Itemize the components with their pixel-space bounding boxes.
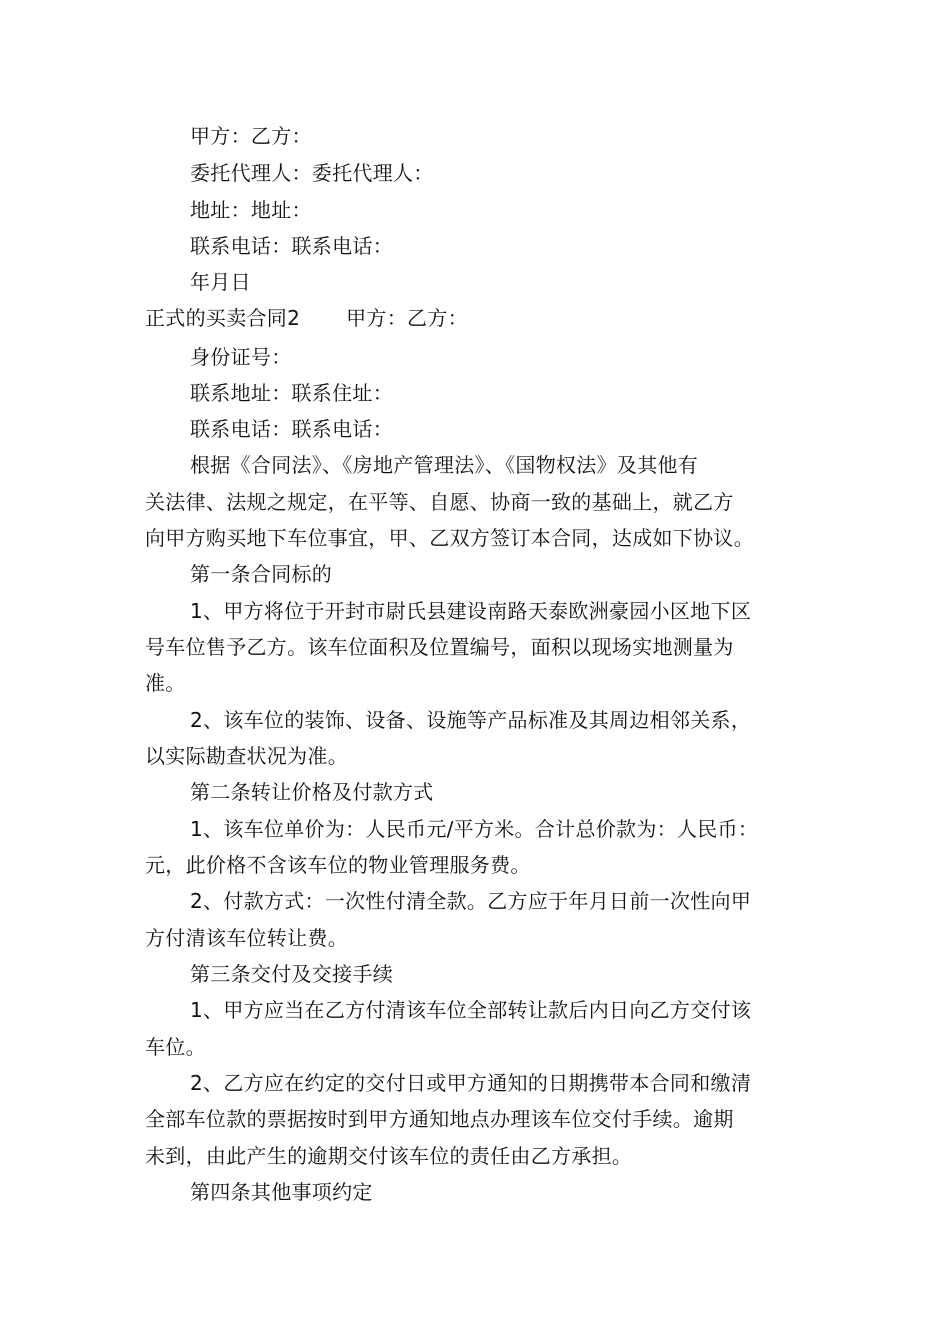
article3-item2-line: 全部车位款的票据按时到甲方通知地点办理该车位交付手续。逾期 [145,1107,734,1131]
article2-item1-line: 1、该车位单价为：人民币元/平方米。合计总价款为：人民币： [190,817,759,841]
article3-item2-line: 未到，由此产生的逾期交付该车位的责任由乙方承担。 [145,1144,633,1168]
preamble-line: 根据《合同法》、《房地产管理法》、《国物权法》及其他有 [190,453,699,477]
contract-title-row [145,304,825,332]
article3-item1-line: 1、甲方应当在乙方付清该车位全部转让款后内日向乙方交付该 [190,998,752,1022]
preamble-line: 关法律、法规之规定，在平等、自愿、协商一致的基础上，就乙方 [145,490,734,514]
contract-title: 正式的买卖合同2 [145,306,301,330]
signature-party-line: 甲方：乙方： [190,124,312,148]
article2-item2-line: 方付清该车位转让费。 [145,926,348,950]
signature-date-line: 年月日 [190,270,251,294]
id-number-line: 身份证号： [190,345,292,369]
signature-address-line: 地址：地址： [190,198,312,222]
article1-item1-line: 1、甲方将位于开封市尉氏县建设南路天泰欧洲豪园小区地下区 [190,599,752,623]
article4-heading: 第四条其他事项约定 [190,1180,373,1204]
contract-party-line: 甲方：乙方： [346,306,468,330]
article1-item1-line: 号车位售予乙方。该车位面积及位置编号，面积以现场实地测量为 [145,635,734,659]
article3-item2-line: 2、乙方应在约定的交付日或甲方通知的日期携带本合同和缴清 [190,1071,752,1095]
article1-item2-line: 2、该车位的装饰、设备、设施等产品标准及其周边相邻关系， [190,708,752,732]
contact-phone-line: 联系电话：联系电话： [190,417,393,441]
signature-phone-line: 联系电话：联系电话： [190,234,393,258]
signature-agent-line: 委托代理人：委托代理人： [190,161,434,185]
article1-item2-line: 以实际勘查状况为准。 [145,744,348,768]
article1-heading: 第一条合同标的 [190,562,333,586]
article2-item2-line: 2、付款方式：一次性付清全款。乙方应于年月日前一次性向甲 [190,889,752,913]
preamble-line: 向甲方购买地下车位事宜，甲、乙双方签订本合同，达成如下协议。 [145,526,754,550]
contact-address-line: 联系地址：联系住址： [190,381,393,405]
article3-heading: 第三条交付及交接手续 [190,962,393,986]
article2-heading: 第二条转让价格及付款方式 [190,780,434,804]
article1-item1-line: 准。 [145,671,186,695]
article3-item1-line: 车位。 [145,1035,206,1059]
article2-item1-line: 元，此价格不含该车位的物业管理服务费。 [145,853,531,877]
